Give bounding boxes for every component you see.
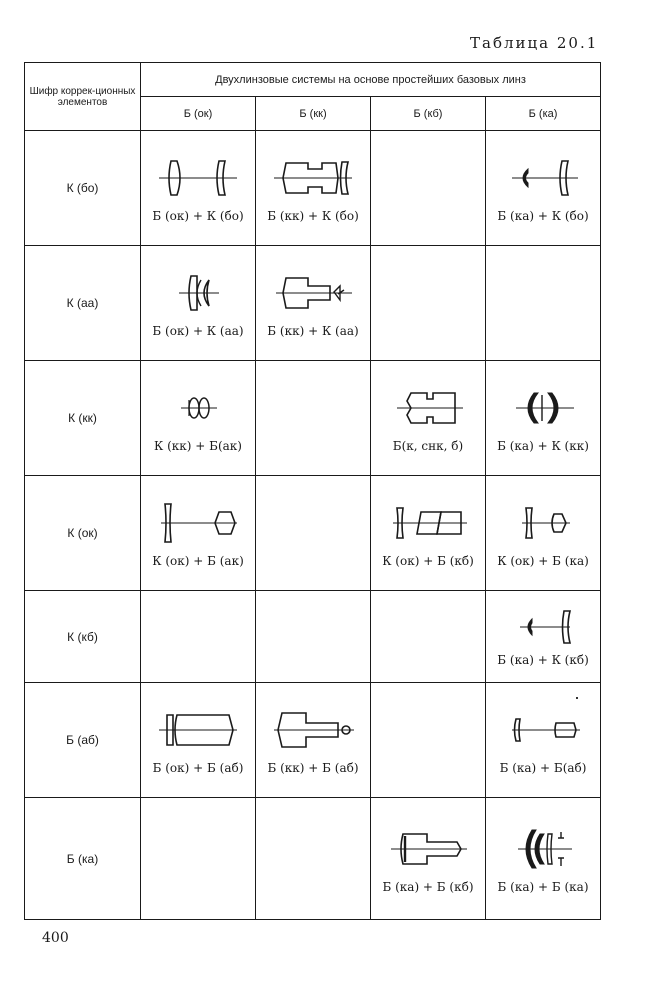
lens-diagram-icon <box>153 383 243 433</box>
table-cell <box>486 683 601 798</box>
table-cell <box>486 476 601 591</box>
table-cell <box>256 683 371 798</box>
cell-caption: К (ок) + Б (кб) <box>382 554 474 568</box>
cell-caption: Б (кк) + К (бо) <box>267 209 359 223</box>
lens-diagram-icon <box>498 705 588 755</box>
table-cell <box>486 361 601 476</box>
table-cell <box>371 683 486 798</box>
lens-diagram-icon <box>153 705 243 755</box>
column-header: Б (кб) <box>371 97 486 131</box>
table-cell <box>256 591 371 683</box>
table-row <box>25 361 601 476</box>
cell-caption: Б (кк) + К (аа) <box>267 324 359 338</box>
row-label: К (ок) <box>25 476 141 591</box>
row-label: Б (аб) <box>25 683 141 798</box>
lens-systems-table <box>24 62 601 920</box>
lens-diagram-icon <box>498 153 588 203</box>
table-cell <box>256 476 371 591</box>
lens-diagram-icon <box>268 268 358 318</box>
table-cell <box>371 361 486 476</box>
table-row <box>25 476 601 591</box>
cell-caption: Б (ок) + К (бо) <box>152 209 244 223</box>
lens-diagram-icon <box>153 153 243 203</box>
lens-diagram-icon <box>498 498 588 548</box>
table-cell <box>256 246 371 361</box>
cell-caption: Б (кк) + Б (аб) <box>267 761 359 775</box>
cell-caption: Б (ка) + Б(аб) <box>499 761 587 775</box>
row-label: Б (ка) <box>25 798 141 920</box>
column-header: Б (кк) <box>256 97 371 131</box>
row-label: К (аа) <box>25 246 141 361</box>
table-cell <box>141 798 256 920</box>
cell-caption: Б (ка) + Б (ка) <box>497 879 589 894</box>
table-row <box>25 591 601 683</box>
row-label: К (бо) <box>25 131 141 246</box>
cell-caption: Б (ка) + К (бо) <box>497 209 589 223</box>
row-label: К (кк) <box>25 361 141 476</box>
cell-caption: К (ок) + Б (ка) <box>497 554 589 568</box>
table-row <box>25 683 601 798</box>
table-cell <box>256 798 371 920</box>
lens-diagram-icon <box>268 153 358 203</box>
cell-caption: Б (ка) + Б (кб) <box>382 879 474 894</box>
lens-diagram-icon <box>153 268 243 318</box>
lens-diagram-icon <box>268 705 358 755</box>
lens-diagram-icon <box>498 824 588 874</box>
table-cell <box>371 798 486 920</box>
table-cell <box>486 798 601 920</box>
cell-caption: К (ок) + Б (ак) <box>152 554 244 568</box>
cell-caption: Б (ок) + Б (аб) <box>152 761 244 775</box>
lens-diagram-icon <box>383 498 473 548</box>
table-row <box>25 798 601 920</box>
cell-caption: Б (ка) + К (кк) <box>497 439 589 453</box>
table-cell <box>141 131 256 246</box>
table-row <box>25 131 601 246</box>
table-title: Таблица 20.1 <box>470 34 599 52</box>
table-cell <box>371 591 486 683</box>
lens-diagram-icon <box>498 383 588 433</box>
table-cell <box>141 476 256 591</box>
table-cell <box>371 246 486 361</box>
lens-diagram-icon <box>153 498 243 548</box>
lens-diagram-icon <box>383 383 473 433</box>
cell-caption: Б (ка) + К (кб) <box>497 652 589 667</box>
table-cell <box>486 246 601 361</box>
lens-diagram-icon <box>383 824 473 874</box>
column-header: Б (ка) <box>486 97 601 131</box>
table-cell <box>141 361 256 476</box>
cell-caption: К (кк) + Б(ак) <box>154 439 242 453</box>
table-cell <box>486 591 601 683</box>
table-cell <box>141 246 256 361</box>
table-cell <box>141 683 256 798</box>
table-cell <box>486 131 601 246</box>
lens-diagram-icon <box>498 607 588 647</box>
table-row <box>25 246 601 361</box>
cipher-header: Шифр коррек-ционных элементов <box>25 63 141 131</box>
column-header: Б (ок) <box>141 97 256 131</box>
cell-caption: Б (ок) + К (аа) <box>152 324 244 338</box>
table-cell <box>371 131 486 246</box>
row-label: К (кб) <box>25 591 141 683</box>
table-cell <box>141 591 256 683</box>
table-cell <box>256 361 371 476</box>
cell-caption: Б(к, снк, б) <box>392 439 464 453</box>
systems-header: Двухлинзовые системы на основе простейших базовых линз <box>141 63 601 97</box>
table-cell <box>371 476 486 591</box>
table-cell <box>256 131 371 246</box>
page-number: 400 <box>42 930 69 946</box>
